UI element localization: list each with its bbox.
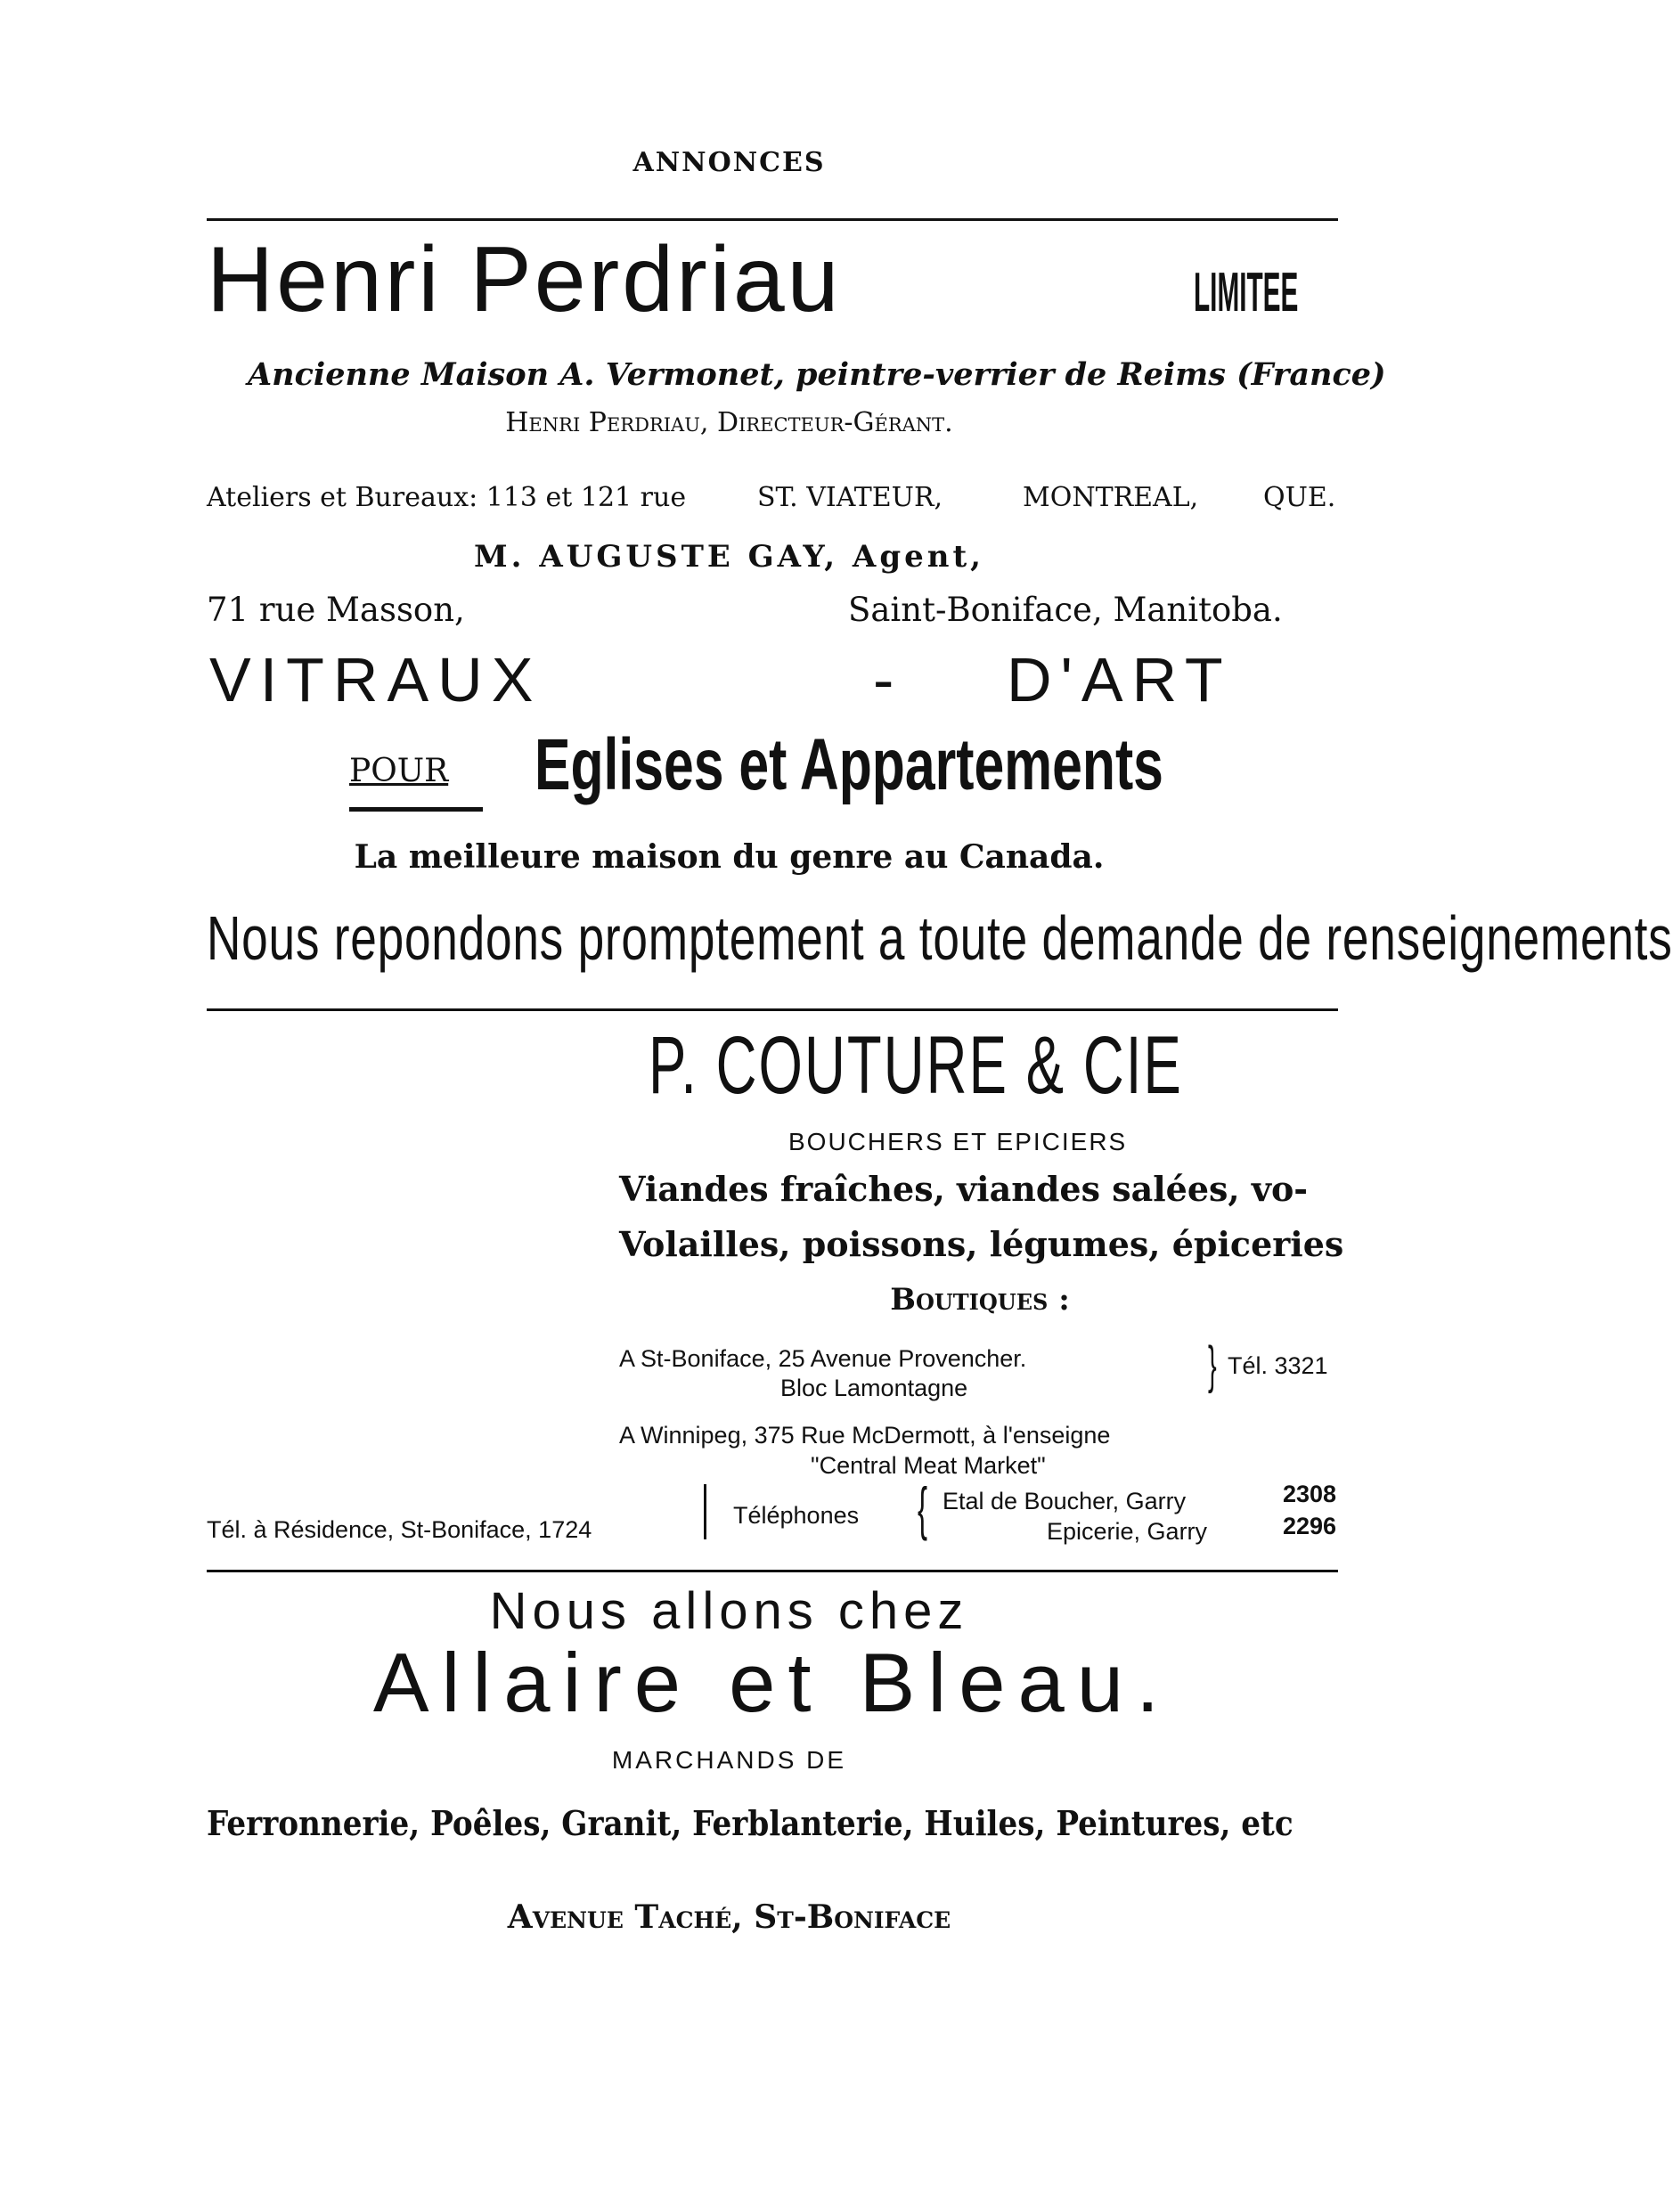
pour-underline [349, 807, 483, 812]
repondons-text: Nous repondons promptement a toute demande de renseignements [207, 903, 1673, 973]
ateliers-province: QUE. [1263, 482, 1336, 513]
company-name: Henri Perdriau [207, 228, 842, 331]
st-boniface-line-1: A St-Boniface, 25 Avenue Provencher. [619, 1345, 1027, 1372]
st-boniface-telephone: Tél. 3321 [1228, 1352, 1328, 1379]
products-list: Ferronnerie, Poêles, Granit, Ferblanterie, Huiles, Peintures, etc [207, 1803, 1294, 1843]
nous-allons-chez: Nous allons chez [489, 1582, 969, 1640]
marchands-label: MARCHANDS DE [611, 1746, 847, 1774]
winnipeg-line-2: "Central Meat Market" [811, 1452, 1046, 1479]
agent-city: Saint-Boniface, Manitoba. [848, 591, 1283, 629]
ancienne-maison-text: Ancienne Maison A. Vermonet, peintre-verrier de Reims (France) [248, 356, 1386, 393]
page-header: ANNONCES [632, 147, 826, 178]
etal-boucher-label: Etal de Boucher, Garry [943, 1488, 1187, 1514]
divider [207, 218, 1338, 221]
st-boniface-line-2: Bloc Lamontagne [780, 1375, 968, 1401]
meilleure-text: La meilleure maison du genre au Canada. [354, 838, 1105, 876]
ateliers-city: MONTREAL, [1023, 482, 1199, 513]
couture-subtitle: BOUCHERS ET EPICIERS [788, 1128, 1128, 1155]
allaire-address: Avenue Taché, St-Boniface [507, 1898, 951, 1936]
limitee-label: LIMITEE [1194, 262, 1299, 323]
director-text: Henri Perdriau, Directeur-Gérant. [505, 407, 953, 438]
telephones-label: Téléphones [733, 1502, 860, 1529]
epicerie-number: 2296 [1283, 1513, 1337, 1539]
dart-heading: D'ART [1007, 645, 1232, 714]
brace-icon: { [918, 1475, 928, 1541]
boutiques-label: Boutiques : [890, 1282, 1070, 1318]
divider [207, 1008, 1338, 1011]
vitraux-heading: VITRAUX [209, 645, 543, 714]
couture-line-1: Viandes fraîches, viandes salées, vo- [619, 1169, 1309, 1209]
vitraux-dash: - [873, 645, 894, 714]
winnipeg-line-1: A Winnipeg, 375 Rue McDermott, à l'enseigne [619, 1422, 1111, 1449]
brace-icon: } [1208, 1336, 1217, 1394]
etal-boucher-number: 2308 [1283, 1481, 1337, 1507]
couture-line-2: Volailles, poissons, légumes, épiceries [619, 1224, 1344, 1264]
eglises-heading: Eglises et Appartements [535, 724, 1163, 805]
epicerie-label: Epicerie, Garry [1047, 1518, 1208, 1545]
agent-name: M. AUGUSTE GAY, Agent, [474, 539, 984, 575]
vertical-bar [704, 1484, 706, 1539]
ateliers-street: ST. VIATEUR, [757, 482, 943, 513]
divider [207, 1570, 1338, 1572]
couture-name: P. COUTURE & CIE [649, 1020, 1183, 1111]
pour-label: POUR [349, 753, 449, 789]
residence-telephone: Tél. à Résidence, St-Boniface, 1724 [207, 1516, 592, 1543]
agent-address: 71 rue Masson, [207, 591, 465, 629]
ateliers-label: Ateliers et Bureaux: 113 et 121 rue [207, 482, 687, 513]
allaire-bleau-name: Allaire et Bleau. [372, 1636, 1172, 1729]
